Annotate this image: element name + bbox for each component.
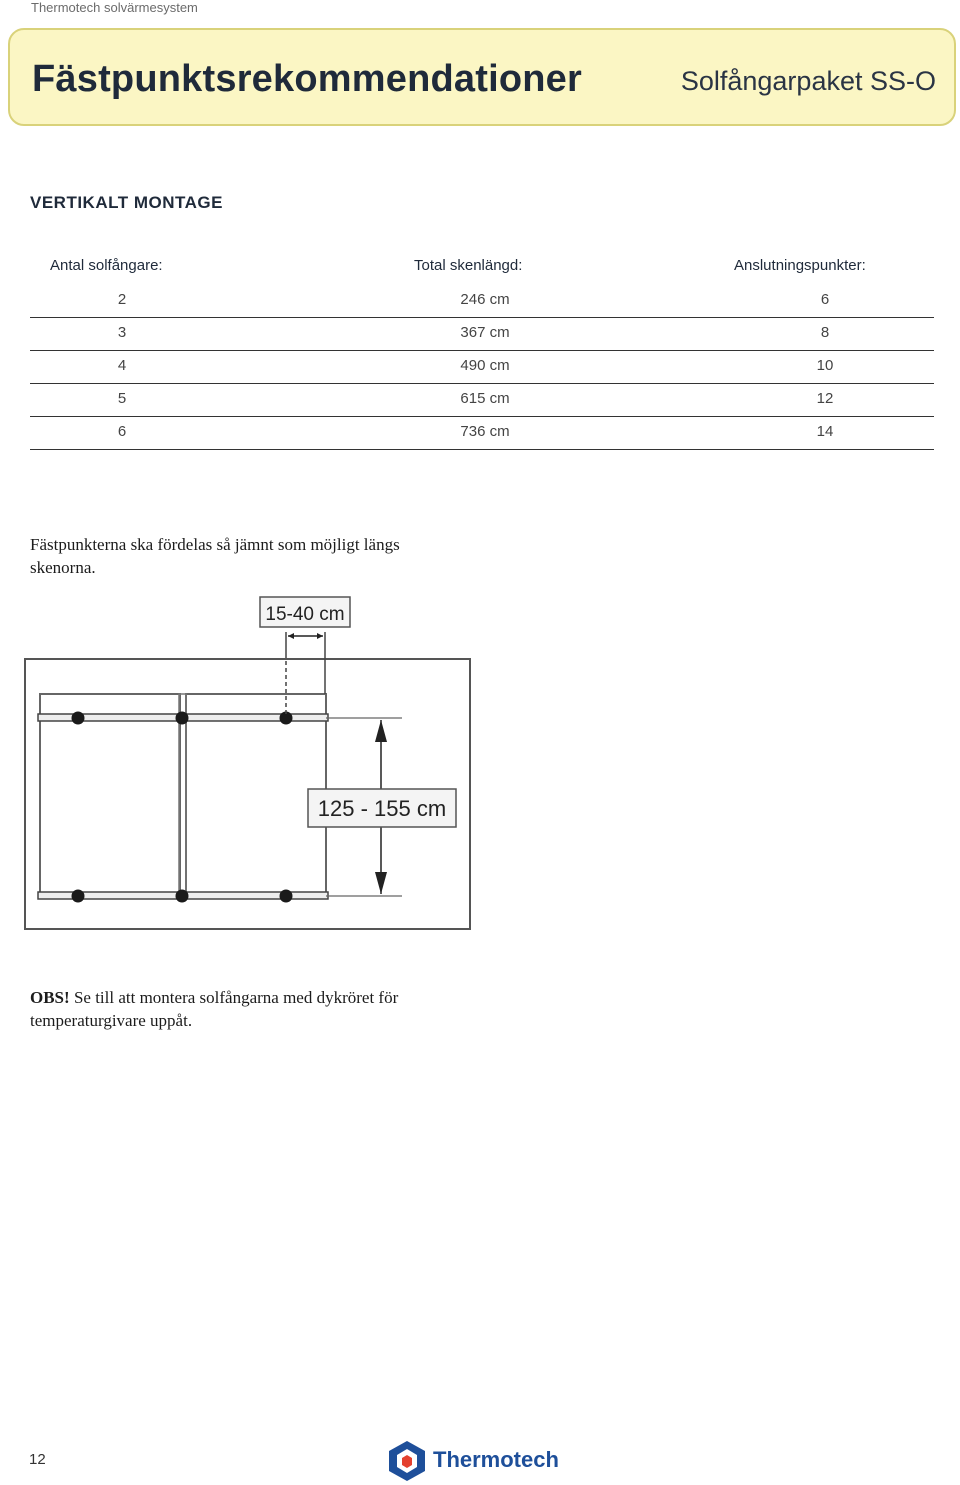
mounting-table	[30, 255, 934, 450]
cell-langd: 736 cm	[460, 423, 510, 440]
cell-antal: 3	[117, 324, 127, 341]
header-skenlangd: Total skenlängd:	[414, 257, 523, 274]
cell-antal: 2	[117, 291, 127, 308]
table-header	[30, 255, 934, 285]
header-anslutning: Anslutningspunkter:	[734, 257, 866, 274]
mount-point-icon	[176, 890, 189, 903]
cell-punkter: 12	[816, 390, 834, 407]
label-spacing: 15-40 cm	[265, 604, 345, 625]
header-antal: Antal solfångare:	[50, 257, 163, 274]
title-banner	[8, 28, 956, 126]
cell-antal: 5	[117, 390, 127, 407]
collector-panel	[40, 694, 180, 897]
cell-langd: 246 cm	[460, 291, 510, 308]
obs-prefix: OBS!	[30, 988, 70, 1007]
document-topline: Thermotech solvärmesystem	[31, 0, 198, 15]
page-number: 12	[29, 1451, 46, 1468]
mount-point-icon	[280, 890, 293, 903]
table-row	[30, 384, 934, 417]
mounting-diagram	[20, 592, 480, 937]
thermotech-logo-icon	[386, 1439, 428, 1483]
cell-punkter: 6	[820, 291, 830, 308]
table-row	[30, 417, 934, 450]
arrow-down-icon	[375, 872, 387, 894]
table-row	[30, 351, 934, 384]
table-row	[30, 285, 934, 318]
mount-point-icon	[72, 890, 85, 903]
cell-langd: 615 cm	[460, 390, 510, 407]
arrow-up-icon	[375, 720, 387, 742]
cell-langd: 490 cm	[460, 357, 510, 374]
mount-point-icon	[72, 712, 85, 725]
cell-punkter: 10	[816, 357, 834, 374]
cell-antal: 6	[117, 423, 127, 440]
cell-langd: 367 cm	[460, 324, 510, 341]
page-subtitle: Solfångarpaket SS-O	[680, 66, 936, 96]
table-row	[30, 318, 934, 351]
distribution-note: Fästpunkterna ska fördelas så jämnt som möjligt längs skenorna.	[30, 535, 400, 577]
obs-note	[30, 986, 460, 1032]
cell-punkter: 8	[820, 324, 830, 341]
cell-antal: 4	[117, 357, 127, 374]
logo-text: Thermotech	[433, 1447, 559, 1472]
page-title: Fästpunktsrekommendationer	[32, 58, 582, 100]
obs-text: Se till att montera solfångarna med dykröret för temperaturgivare uppåt.	[30, 988, 399, 1030]
section-heading: VERTIKALT MONTAGE	[30, 193, 223, 212]
mount-point-icon	[176, 712, 189, 725]
cell-punkter: 14	[816, 423, 834, 440]
label-height: 125 - 155 cm	[317, 796, 447, 821]
collector-panel	[186, 694, 326, 897]
